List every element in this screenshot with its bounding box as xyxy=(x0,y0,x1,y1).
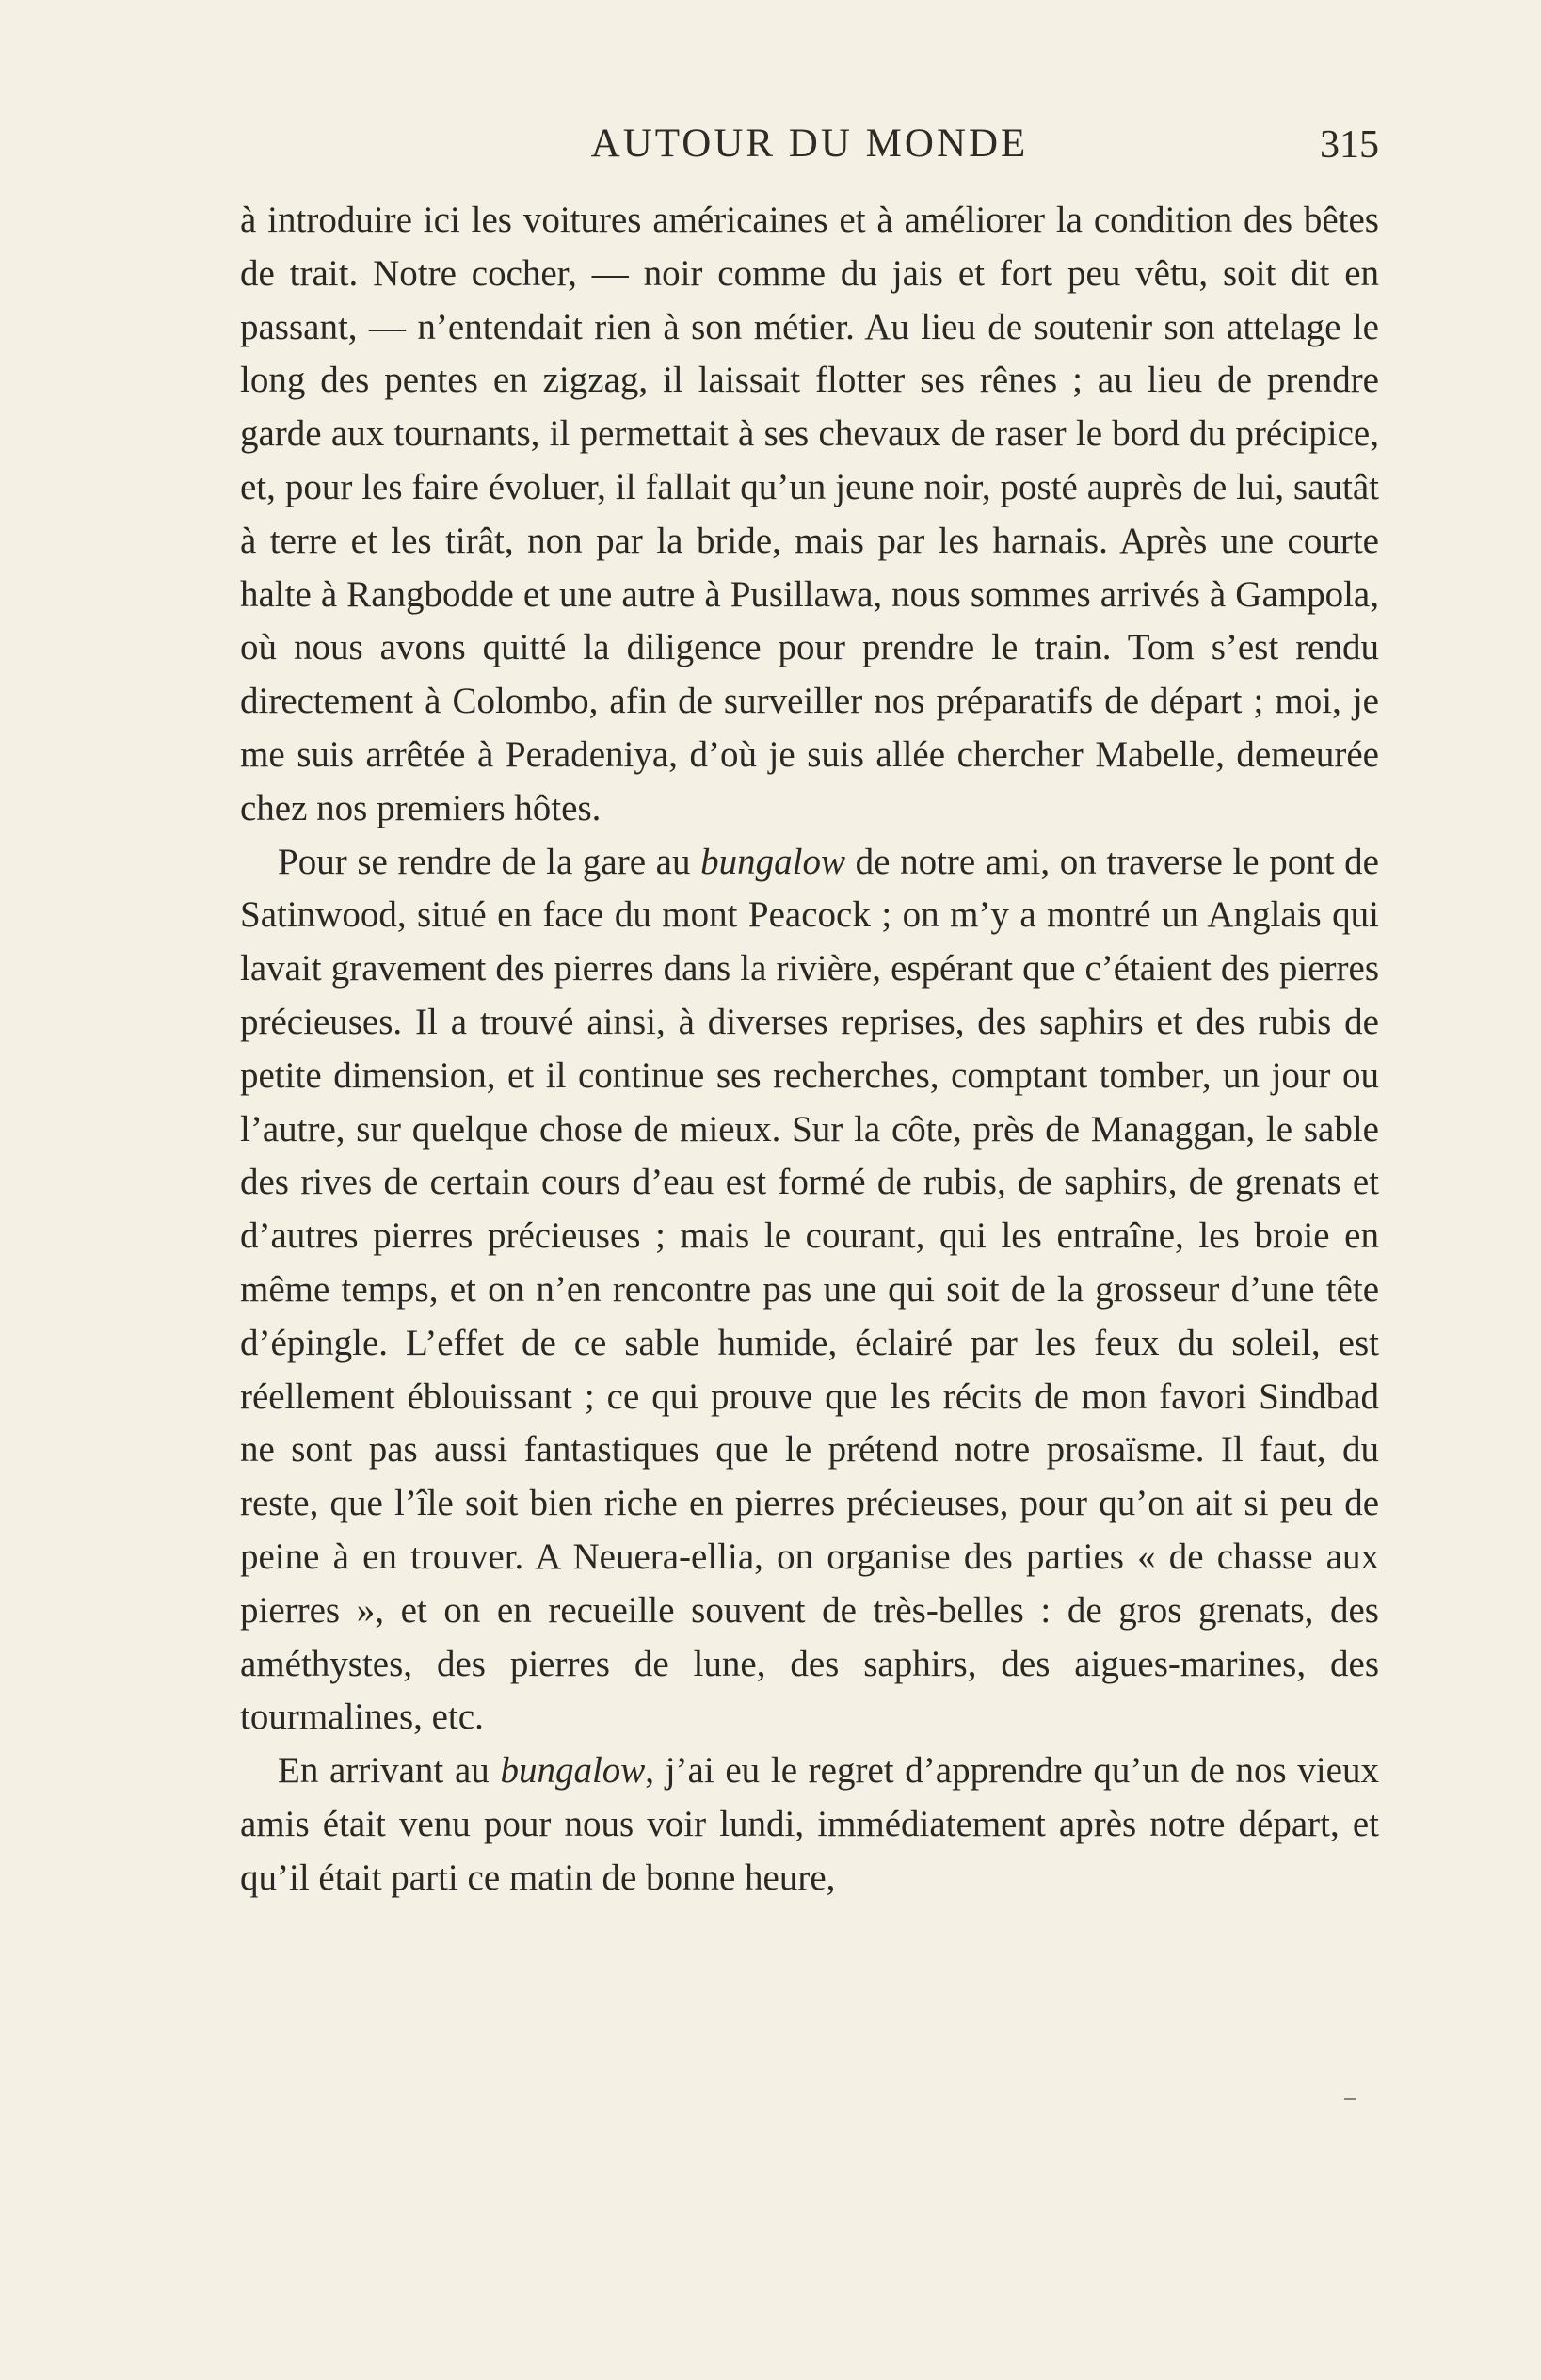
printer-mark xyxy=(1344,2098,1356,2100)
running-title: AUTOUR DU MONDE xyxy=(590,121,1029,166)
running-head xyxy=(240,121,1379,177)
page-number: 315 xyxy=(1320,123,1379,167)
paragraph-1-text: à introduire ici les voitures américaines et à améliorer la condition des bêtes de trait. Notre cocher, — noir comme du jais et fort peu vêtu, soit dit en passant, — n’entendait rien à son métier. Au lieu de soutenir son attelage le long des pentes en zigzag, il laissait flotter ses rênes ; au lieu de prendre garde aux tournants, il permettait à ses chevaux de raser le bord du précipice, et, pour les faire évoluer, il fallait qu’un jeune noir, posté auprès de lui, sautât à terre et les tirât, non par la bride, mais par les harnais. Après une courte halte à Rangbodde et une autre à Pusillawa, nous sommes arrivés à Gampola, où nous avons quitté la diligence pour prendre le train. Tom s’est rendu directement à Colombo, afin de surveiller nos préparatifs de départ ; moi, je me suis arrêtée à Peradeniya, d’où je suis allée chercher Mabelle, demeurée chez nos premiers hôtes. xyxy=(240,200,1379,828)
paragraph-3 xyxy=(240,1745,1379,1905)
paragraph-2 xyxy=(240,836,1379,1745)
paragraph-2-text-end: de notre ami, on traverse le pont de Satinwood, situé en face du mont Peacock ; on m’y a montré un Anglais qui lavait gravement des pierres dans la rivière, espérant que c’étaient des pierres précieuses. Il a trouvé ainsi, à diverses reprises, des saphirs et des rubis de petite dimension, et il continue ses recherches, comptant tomber, un jour ou l’autre, sur quelque chose de mieux. Sur la côte, près de Managgan, le sable des rives de certain cours d’eau est formé de rubis, de saphirs, de grenats et d’autres pierres précieuses ; mais le courant, qui les entraîne, les broie en même temps, et on n’en rencontre pas une qui soit de la grosseur d’une tête d’épingle. L’effet de ce sable humide, éclairé par les feux du soleil, est réellement éblouissant ; ce qui prouve que les récits de mon favori Sindbad ne sont pas aussi fantastiques que le prétend notre prosaïsme. Il faut, du reste, que l’île soit bien riche en pierres précieuses, pour qu’on ait si peu de peine à en trouver. A Neuera-ellia, on organise des parties « de chasse aux pierres », et on en recueille souvent de très-belles : de gros grenats, des améthystes, des pierres de lune, des saphirs, des aigues-marines, des tourmalines, etc. xyxy=(240,841,1379,1738)
body-text xyxy=(240,194,1379,1906)
paragraph-3-italic-word: bungalow xyxy=(500,1750,646,1792)
paragraph-2-text-start: Pour se rendre de la gare au xyxy=(278,841,701,882)
paragraph-1 xyxy=(240,194,1379,836)
paragraph-3-text-start: En arrivant au xyxy=(278,1750,501,1792)
paragraph-3-text-end: , j’ai eu le regret d’apprendre qu’un de nos vieux amis était venu pour nous voir lundi, immédiatement après notre départ, et qu’il était parti ce matin de bonne heure, xyxy=(240,1750,1379,1898)
paragraph-2-italic-word: bungalow xyxy=(700,841,845,882)
